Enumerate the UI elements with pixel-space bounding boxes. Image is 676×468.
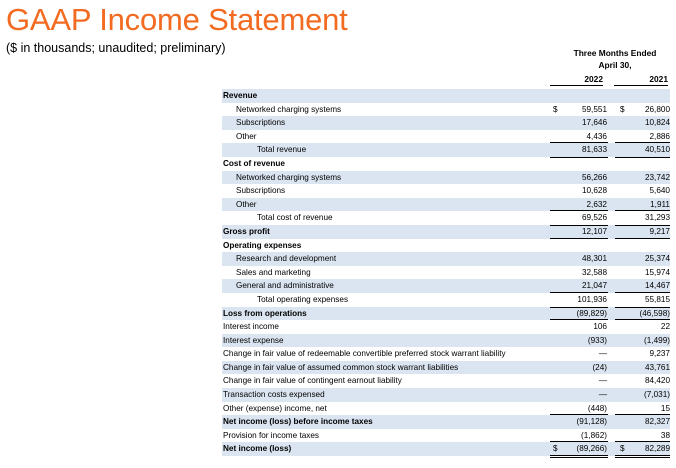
value-2022: (89,266) bbox=[576, 444, 607, 454]
overline-rule bbox=[550, 307, 608, 308]
table-row bbox=[222, 307, 670, 321]
value-2022: 48,301 bbox=[581, 254, 607, 264]
value-2021: 5,640 bbox=[649, 186, 670, 196]
row-label: Other (expense) income, net bbox=[223, 403, 327, 413]
table-row bbox=[222, 171, 670, 185]
table-row bbox=[222, 320, 670, 334]
value-2021: 14,467 bbox=[644, 281, 670, 291]
table-row bbox=[222, 116, 670, 130]
row-label: Subscriptions bbox=[236, 186, 286, 196]
value-2021: (7,031) bbox=[644, 390, 670, 400]
row-label: Revenue bbox=[223, 91, 258, 100]
table-row bbox=[222, 279, 670, 293]
table-row bbox=[222, 415, 670, 429]
value-2022: 10,628 bbox=[581, 186, 607, 196]
dollar-sign: $ bbox=[553, 104, 558, 114]
row-label: Transaction costs expensed bbox=[223, 390, 325, 400]
row-label: Other bbox=[236, 199, 257, 209]
value-2022: 106 bbox=[593, 322, 607, 332]
table-row bbox=[222, 157, 670, 171]
table-row bbox=[222, 239, 670, 253]
table-row bbox=[222, 89, 670, 103]
value-2021: (1,499) bbox=[644, 335, 670, 345]
period-header-line1: Three Months Ended bbox=[573, 48, 657, 58]
row-label: Change in fair value of assumed common stock warrant liabilities bbox=[223, 362, 459, 372]
value-2022: — bbox=[598, 376, 607, 386]
value-2022: (24) bbox=[592, 362, 607, 372]
row-label: Net income (loss) before income taxes bbox=[223, 417, 373, 427]
dollar-sign: $ bbox=[620, 104, 625, 114]
table-row bbox=[222, 130, 670, 144]
value-2022: 56,266 bbox=[581, 172, 607, 182]
value-2022: 81,633 bbox=[581, 145, 607, 155]
row-label: Networked charging systems bbox=[236, 172, 342, 182]
value-2022: 4,436 bbox=[586, 131, 607, 141]
value-2021: 22 bbox=[660, 322, 670, 332]
row-label: General and administrative bbox=[236, 281, 334, 291]
table-row bbox=[222, 429, 670, 443]
value-2021: 26,800 bbox=[644, 104, 670, 114]
double-underline-rule bbox=[615, 455, 670, 458]
dollar-sign: $ bbox=[620, 444, 625, 454]
table-row bbox=[222, 266, 670, 280]
overline-rule bbox=[615, 225, 670, 226]
table-row bbox=[222, 225, 670, 239]
value-2022: — bbox=[598, 390, 607, 400]
row-label: Operating expenses bbox=[223, 240, 302, 250]
value-2021: 55,815 bbox=[644, 294, 670, 304]
value-2022: (89,829) bbox=[576, 308, 607, 318]
value-2022: 59,551 bbox=[581, 104, 607, 114]
value-2021: 9,217 bbox=[649, 226, 670, 236]
page-title: GAAP Income Statement bbox=[6, 2, 348, 37]
table-row bbox=[222, 374, 670, 388]
table-row bbox=[222, 361, 670, 375]
overline-rule bbox=[615, 157, 670, 158]
value-2021: 9,237 bbox=[649, 349, 670, 359]
value-2021: 38 bbox=[660, 430, 670, 440]
table-row bbox=[222, 293, 670, 307]
value-2021: 82,289 bbox=[644, 444, 670, 454]
value-2021: 23,742 bbox=[644, 172, 670, 182]
value-2022: 101,936 bbox=[577, 294, 607, 304]
row-label: Total operating expenses bbox=[257, 294, 349, 304]
page-subtitle: ($ in thousands; unaudited; preliminary) bbox=[6, 41, 226, 55]
value-2022: 21,047 bbox=[581, 281, 607, 291]
dollar-sign: $ bbox=[553, 444, 558, 454]
table-row bbox=[222, 211, 670, 225]
overline-rule bbox=[550, 157, 608, 158]
row-label: Total cost of revenue bbox=[257, 213, 333, 223]
year-header-2022: 2022 bbox=[550, 74, 603, 86]
value-2021: 15 bbox=[660, 403, 670, 413]
row-label: Net income (loss) bbox=[223, 444, 292, 454]
value-2022: (91,128) bbox=[576, 417, 607, 427]
row-label: Subscriptions bbox=[236, 118, 286, 128]
value-2022: — bbox=[598, 349, 607, 359]
value-2021: 82,327 bbox=[644, 417, 670, 427]
table-row bbox=[222, 184, 670, 198]
value-2022: (448) bbox=[587, 403, 607, 413]
value-2021: 15,974 bbox=[644, 267, 670, 277]
value-2022: 69,526 bbox=[581, 213, 607, 223]
year-header-2021: 2021 bbox=[614, 74, 668, 86]
value-2022: 17,646 bbox=[581, 118, 607, 128]
value-2021: 40,510 bbox=[644, 145, 670, 155]
overline-rule bbox=[550, 225, 608, 226]
table-row bbox=[222, 402, 670, 416]
table-row bbox=[222, 388, 670, 402]
row-label: Gross profit bbox=[223, 226, 270, 236]
row-label: Loss from operations bbox=[223, 308, 307, 318]
income-statement-table bbox=[222, 89, 670, 456]
value-2022: 12,107 bbox=[581, 226, 607, 236]
value-2021: 1,911 bbox=[650, 199, 670, 209]
row-label: Other bbox=[236, 131, 257, 141]
value-2022: 32,588 bbox=[581, 267, 607, 277]
value-2021: (46,598) bbox=[639, 308, 670, 318]
value-2022: (1,862) bbox=[581, 430, 607, 440]
row-label: Provision for income taxes bbox=[223, 430, 320, 440]
value-2022: (933) bbox=[587, 335, 607, 345]
value-2021: 25,374 bbox=[644, 254, 670, 264]
value-2021: 43,761 bbox=[644, 362, 670, 372]
value-2021: 10,824 bbox=[644, 118, 670, 128]
table-row bbox=[222, 103, 670, 117]
value-2021: 2,886 bbox=[649, 131, 670, 141]
overline-rule bbox=[615, 307, 670, 308]
row-label: Sales and marketing bbox=[236, 267, 311, 277]
row-label: Change in fair value of redeemable convertible preferred stock warrant liability bbox=[223, 349, 506, 359]
table-row bbox=[222, 143, 670, 157]
row-label: Interest expense bbox=[223, 335, 284, 345]
table-row bbox=[222, 347, 670, 361]
table-row bbox=[222, 252, 670, 266]
row-label: Research and development bbox=[236, 254, 337, 264]
period-header-line2: April 30, bbox=[598, 60, 632, 70]
row-label: Cost of revenue bbox=[223, 158, 285, 168]
value-2021: 31,293 bbox=[644, 213, 670, 223]
row-label: Interest income bbox=[223, 322, 279, 332]
value-2022: 2,632 bbox=[586, 199, 607, 209]
table-row bbox=[222, 442, 670, 456]
row-label: Networked charging systems bbox=[236, 104, 342, 114]
row-label: Change in fair value of contingent earnout liability bbox=[223, 376, 402, 386]
value-2021: 84,420 bbox=[644, 376, 670, 386]
row-label: Total revenue bbox=[257, 145, 307, 155]
table-row bbox=[222, 198, 670, 212]
table-row bbox=[222, 334, 670, 348]
double-underline-rule bbox=[550, 455, 608, 458]
